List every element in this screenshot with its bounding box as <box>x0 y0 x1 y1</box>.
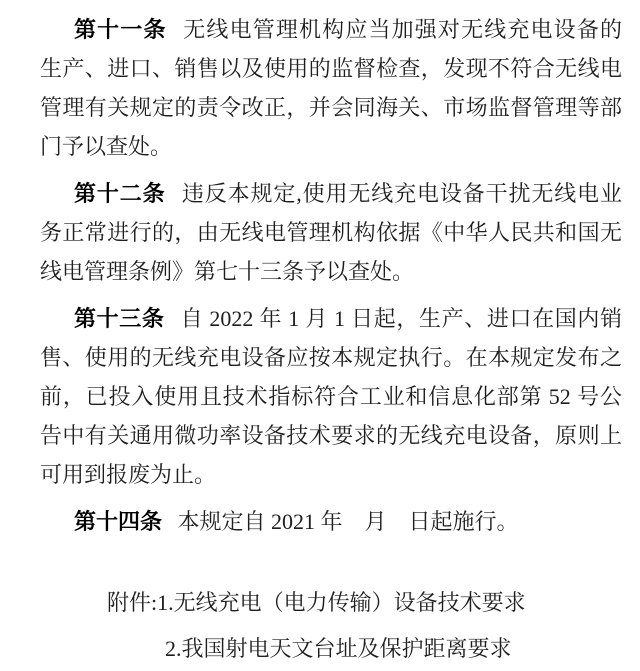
article-13-line-1-text: 自 2022 年 1 月 1 日起，生产、进口在国内销 <box>180 306 622 331</box>
article-14-number: 第十四条 <box>74 509 163 534</box>
article-14-line-1-text: 本规定自 2021 年 月 日起施行。 <box>177 509 519 534</box>
article-13 <box>40 299 622 494</box>
article-11-line-1-text: 无线电管理机构应当加强对无线充电设备的 <box>183 17 622 42</box>
article-14 <box>40 502 622 541</box>
article-11-line-2: 生产、进口、销售以及使用的监督检查，发现不符合无线电 <box>40 56 622 81</box>
article-13-line-1 <box>40 299 622 338</box>
article-14-line-1 <box>40 502 622 541</box>
article-13-line-5: 可用到报废为止。 <box>40 462 217 487</box>
article-12-line-2: 务正常进行的，由无线电管理机构依据《中华人民共和国无 <box>40 220 622 245</box>
article-12-line-1-text: 违反本规定,使用无线充电设备干扰无线电业 <box>181 181 622 206</box>
article-13-line-3: 前，已投入使用且技术指标符合工业和信息化部第 52 号公 <box>40 384 622 409</box>
article-12-line-3: 线电管理条例》第七十三条予以查处。 <box>40 259 415 284</box>
article-13-line-2: 售、使用的无线充电设备应按本规定执行。在本规定发布之 <box>40 345 622 370</box>
attachment-item-2: 2.我国射电天文台址及保护距离要求 <box>165 636 512 661</box>
article-11-line-3: 管理有关规定的责令改正，并会同海关、市场监督管理等部 <box>40 95 622 120</box>
attachments-section <box>40 583 622 668</box>
attachment-item-1: 附件:1.无线充电（电力传输）设备技术要求 <box>107 590 526 615</box>
article-12-line-1 <box>40 174 622 213</box>
article-13-line-4: 告中有关通用微功率设备技术要求的无线充电设备，原则上 <box>40 423 622 448</box>
article-11 <box>40 10 622 166</box>
article-11-number: 第十一条 <box>74 17 167 42</box>
article-11-line-1 <box>40 10 622 49</box>
article-11-line-4: 门予以查处。 <box>40 134 173 159</box>
article-12 <box>40 174 622 291</box>
article-12-number: 第十二条 <box>74 181 166 206</box>
article-13-number: 第十三条 <box>74 306 165 331</box>
